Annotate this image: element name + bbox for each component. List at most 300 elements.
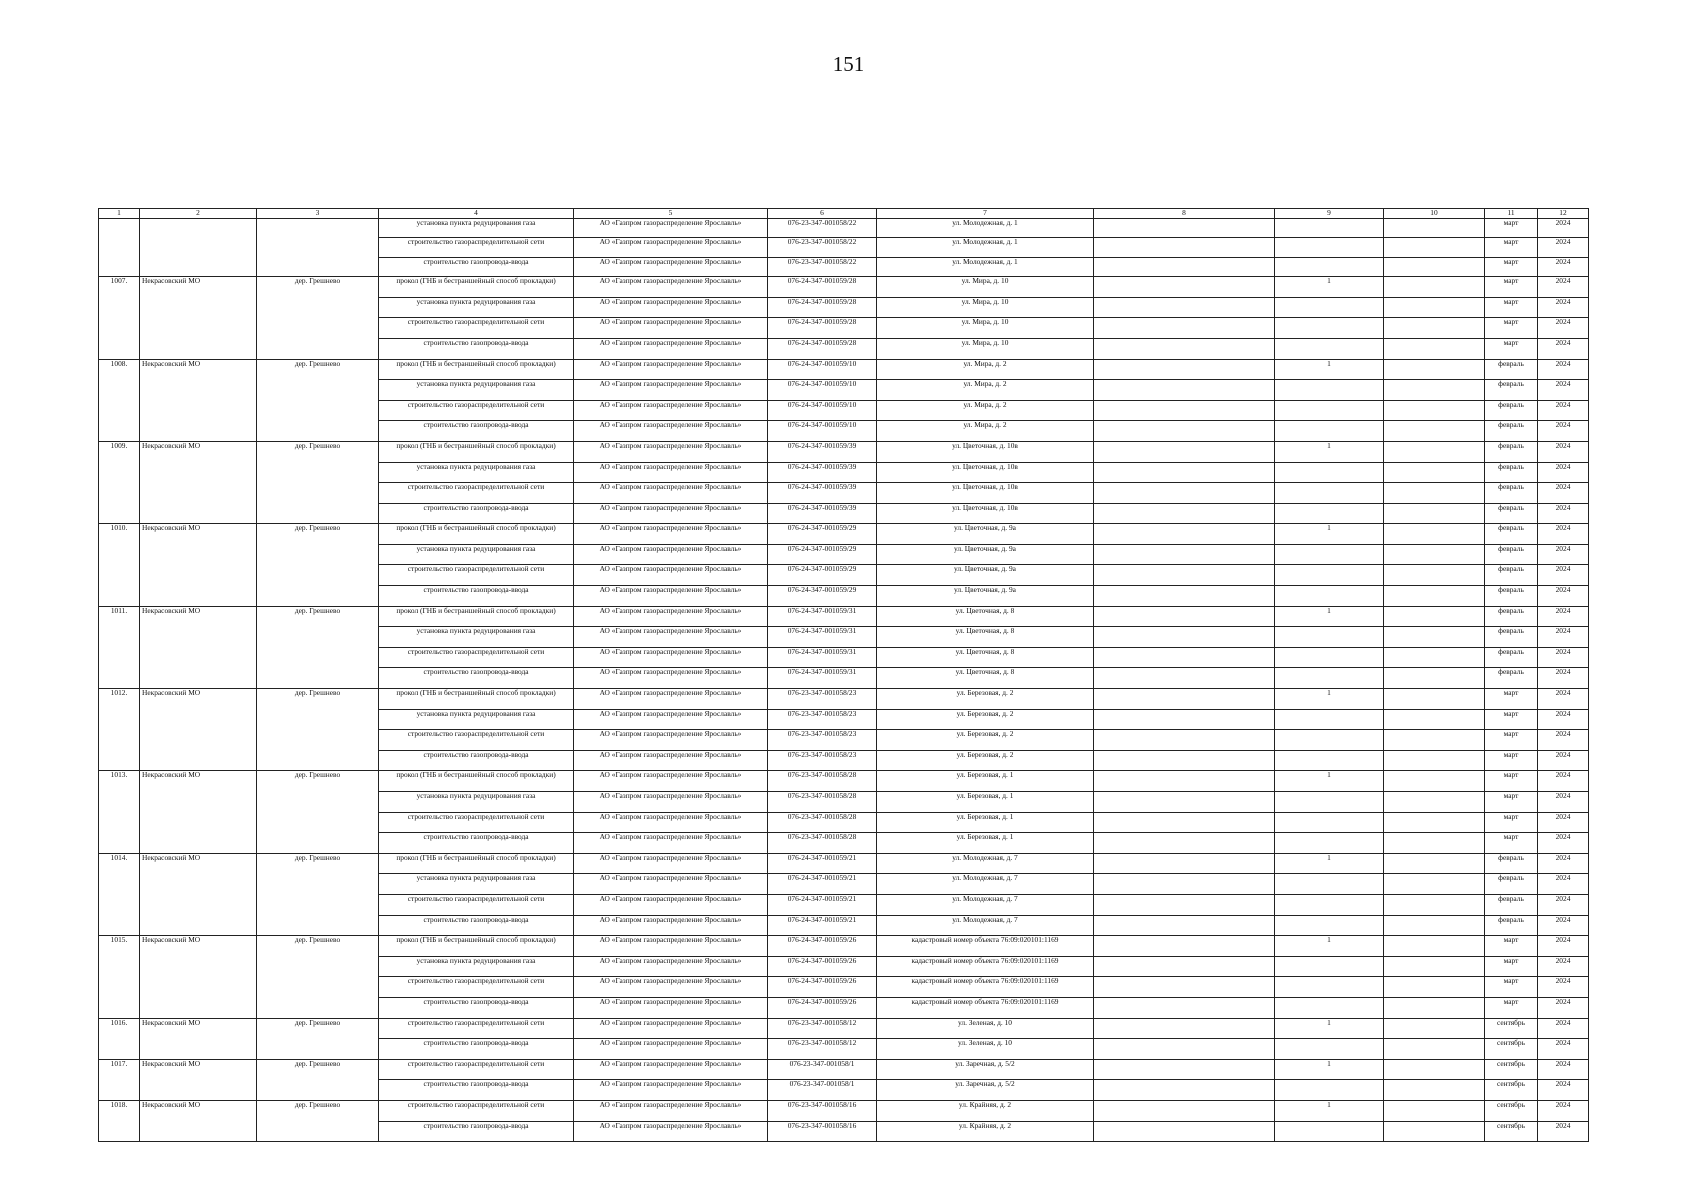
month-cell: март bbox=[1485, 956, 1538, 977]
organization-cell: АО «Газпром газораспределение Ярославль» bbox=[574, 421, 768, 442]
application-code-cell: 076-23-347-001058/12 bbox=[768, 1018, 877, 1039]
application-code-cell: 076-24-347-001059/31 bbox=[768, 606, 877, 627]
column-number-row bbox=[99, 209, 1589, 219]
empty-cell-8 bbox=[1094, 1121, 1275, 1142]
address-cell: ул. Зеленая, д. 10 bbox=[877, 1018, 1094, 1039]
organization-cell: АО «Газпром газораспределение Ярославль» bbox=[574, 257, 768, 276]
year-cell: 2024 bbox=[1538, 462, 1589, 483]
empty-cell-8 bbox=[1094, 997, 1275, 1018]
locality-cell: дер. Грешнево bbox=[257, 359, 379, 441]
empty-cell-8 bbox=[1094, 1039, 1275, 1060]
organization-cell: АО «Газпром газораспределение Ярославль» bbox=[574, 524, 768, 545]
empty-cell-8 bbox=[1094, 1018, 1275, 1039]
empty-cell-10 bbox=[1384, 380, 1485, 401]
application-code-cell: 076-24-347-001059/26 bbox=[768, 997, 877, 1018]
month-cell: февраль bbox=[1485, 894, 1538, 915]
work-type-cell: строительство газораспределительной сети bbox=[379, 977, 574, 998]
count-cell bbox=[1275, 915, 1384, 936]
row-number-cell: 1007. bbox=[99, 277, 140, 359]
count-cell bbox=[1275, 792, 1384, 813]
locality-cell: дер. Грешнево bbox=[257, 524, 379, 606]
empty-cell-10 bbox=[1384, 400, 1485, 421]
month-cell: сентябрь bbox=[1485, 1080, 1538, 1101]
municipality-cell: Некрасовский МО bbox=[140, 689, 257, 771]
locality-cell: дер. Грешнево bbox=[257, 936, 379, 1018]
empty-cell-8 bbox=[1094, 606, 1275, 627]
empty-cell-8 bbox=[1094, 956, 1275, 977]
organization-cell: АО «Газпром газораспределение Ярославль» bbox=[574, 400, 768, 421]
count-cell: 1 bbox=[1275, 1100, 1384, 1121]
month-cell: февраль bbox=[1485, 380, 1538, 401]
work-type-cell: строительство газопровода-ввода bbox=[379, 1121, 574, 1142]
row-number-cell: 1018. bbox=[99, 1100, 140, 1141]
work-type-cell: строительство газопровода-ввода bbox=[379, 586, 574, 607]
month-cell: март bbox=[1485, 771, 1538, 792]
work-type-cell: строительство газопровода-ввода bbox=[379, 338, 574, 359]
table-row bbox=[99, 853, 1589, 874]
continued-num-cell bbox=[99, 219, 140, 277]
month-cell: март bbox=[1485, 318, 1538, 339]
count-cell bbox=[1275, 338, 1384, 359]
empty-cell-8 bbox=[1094, 936, 1275, 957]
address-cell: ул. Березовая, д. 1 bbox=[877, 812, 1094, 833]
work-type-cell: строительство газопровода-ввода bbox=[379, 915, 574, 936]
address-cell: ул. Березовая, д. 1 bbox=[877, 833, 1094, 854]
locality-cell: дер. Грешнево bbox=[257, 1059, 379, 1100]
count-cell bbox=[1275, 297, 1384, 318]
organization-cell: АО «Газпром газораспределение Ярославль» bbox=[574, 936, 768, 957]
year-cell: 2024 bbox=[1538, 544, 1589, 565]
organization-cell: АО «Газпром газораспределение Ярославль» bbox=[574, 709, 768, 730]
application-code-cell: 076-23-347-001058/22 bbox=[768, 219, 877, 238]
year-cell: 2024 bbox=[1538, 894, 1589, 915]
organization-cell: АО «Газпром газораспределение Ярославль» bbox=[574, 441, 768, 462]
month-cell: март bbox=[1485, 297, 1538, 318]
empty-cell-10 bbox=[1384, 359, 1485, 380]
application-code-cell: 076-23-347-001058/28 bbox=[768, 833, 877, 854]
row-number-cell: 1008. bbox=[99, 359, 140, 441]
work-type-cell: строительство газопровода-ввода bbox=[379, 750, 574, 771]
organization-cell: АО «Газпром газораспределение Ярославль» bbox=[574, 730, 768, 751]
address-cell: ул. Цветочная, д. 8 bbox=[877, 627, 1094, 648]
address-cell: ул. Мира, д. 2 bbox=[877, 421, 1094, 442]
count-cell: 1 bbox=[1275, 771, 1384, 792]
locality-cell: дер. Грешнево bbox=[257, 1018, 379, 1059]
work-type-cell: прокол (ГНБ и бестраншейный способ прокладки) bbox=[379, 689, 574, 710]
organization-cell: АО «Газпром газораспределение Ярославль» bbox=[574, 359, 768, 380]
table-row bbox=[99, 359, 1589, 380]
year-cell: 2024 bbox=[1538, 586, 1589, 607]
work-type-cell: строительство газораспределительной сети bbox=[379, 894, 574, 915]
empty-cell-8 bbox=[1094, 833, 1275, 854]
count-cell bbox=[1275, 462, 1384, 483]
address-cell: кадастровый номер объекта 76:09:020101:1169 bbox=[877, 997, 1094, 1018]
work-type-cell: прокол (ГНБ и бестраншейный способ прокладки) bbox=[379, 936, 574, 957]
count-cell: 1 bbox=[1275, 359, 1384, 380]
count-cell bbox=[1275, 1080, 1384, 1101]
empty-cell-8 bbox=[1094, 359, 1275, 380]
work-type-cell: строительство газопровода-ввода bbox=[379, 668, 574, 689]
empty-cell-10 bbox=[1384, 606, 1485, 627]
month-cell: сентябрь bbox=[1485, 1121, 1538, 1142]
application-code-cell: 076-24-347-001059/28 bbox=[768, 338, 877, 359]
month-cell: февраль bbox=[1485, 359, 1538, 380]
count-cell bbox=[1275, 565, 1384, 586]
work-type-cell: прокол (ГНБ и бестраншейный способ прокладки) bbox=[379, 606, 574, 627]
organization-cell: АО «Газпром газораспределение Ярославль» bbox=[574, 668, 768, 689]
count-cell bbox=[1275, 647, 1384, 668]
year-cell: 2024 bbox=[1538, 1018, 1589, 1039]
work-type-cell: установка пункта редуцирования газа bbox=[379, 874, 574, 895]
organization-cell: АО «Газпром газораспределение Ярославль» bbox=[574, 565, 768, 586]
year-cell: 2024 bbox=[1538, 297, 1589, 318]
application-code-cell: 076-23-347-001058/28 bbox=[768, 771, 877, 792]
address-cell: ул. Молодежная, д. 7 bbox=[877, 915, 1094, 936]
address-cell: ул. Цветочная, д. 9а bbox=[877, 544, 1094, 565]
empty-cell-10 bbox=[1384, 565, 1485, 586]
empty-cell-8 bbox=[1094, 441, 1275, 462]
table-row bbox=[99, 606, 1589, 627]
month-cell: март bbox=[1485, 997, 1538, 1018]
count-cell bbox=[1275, 238, 1384, 257]
count-cell: 1 bbox=[1275, 853, 1384, 874]
empty-cell-10 bbox=[1384, 1039, 1485, 1060]
column-number: 12 bbox=[1538, 209, 1589, 219]
application-code-cell: 076-24-347-001059/10 bbox=[768, 400, 877, 421]
application-code-cell: 076-23-347-001058/28 bbox=[768, 792, 877, 813]
organization-cell: АО «Газпром газораспределение Ярославль» bbox=[574, 1059, 768, 1080]
locality-cell: дер. Грешнево bbox=[257, 853, 379, 935]
address-cell: ул. Молодежная, д. 7 bbox=[877, 894, 1094, 915]
address-cell: ул. Мира, д. 2 bbox=[877, 359, 1094, 380]
year-cell: 2024 bbox=[1538, 1100, 1589, 1121]
empty-cell-10 bbox=[1384, 483, 1485, 504]
empty-cell-8 bbox=[1094, 297, 1275, 318]
count-cell bbox=[1275, 544, 1384, 565]
empty-cell-10 bbox=[1384, 647, 1485, 668]
month-cell: февраль bbox=[1485, 421, 1538, 442]
organization-cell: АО «Газпром газораспределение Ярославль» bbox=[574, 606, 768, 627]
address-cell: кадастровый номер объекта 76:09:020101:1169 bbox=[877, 956, 1094, 977]
empty-cell-10 bbox=[1384, 997, 1485, 1018]
address-cell: ул. Мира, д. 10 bbox=[877, 297, 1094, 318]
count-cell bbox=[1275, 586, 1384, 607]
application-code-cell: 076-23-347-001058/22 bbox=[768, 238, 877, 257]
year-cell: 2024 bbox=[1538, 689, 1589, 710]
table-row bbox=[99, 441, 1589, 462]
year-cell: 2024 bbox=[1538, 792, 1589, 813]
count-cell bbox=[1275, 219, 1384, 238]
month-cell: март bbox=[1485, 689, 1538, 710]
locality-cell: дер. Грешнево bbox=[257, 277, 379, 359]
application-code-cell: 076-24-347-001059/21 bbox=[768, 853, 877, 874]
month-cell: сентябрь bbox=[1485, 1039, 1538, 1060]
empty-cell-8 bbox=[1094, 689, 1275, 710]
address-cell: ул. Крайняя, д. 2 bbox=[877, 1121, 1094, 1142]
address-cell: ул. Молодежная, д. 1 bbox=[877, 219, 1094, 238]
work-type-cell: установка пункта редуцирования газа bbox=[379, 380, 574, 401]
empty-cell-10 bbox=[1384, 730, 1485, 751]
month-cell: март bbox=[1485, 833, 1538, 854]
application-code-cell: 076-23-347-001058/1 bbox=[768, 1059, 877, 1080]
empty-cell-10 bbox=[1384, 524, 1485, 545]
address-cell: ул. Березовая, д. 2 bbox=[877, 730, 1094, 751]
empty-cell-8 bbox=[1094, 874, 1275, 895]
empty-cell-8 bbox=[1094, 915, 1275, 936]
column-number: 4 bbox=[379, 209, 574, 219]
application-code-cell: 076-24-347-001059/31 bbox=[768, 668, 877, 689]
municipality-cell: Некрасовский МО bbox=[140, 606, 257, 688]
column-number: 3 bbox=[257, 209, 379, 219]
empty-cell-10 bbox=[1384, 297, 1485, 318]
municipality-cell: Некрасовский МО bbox=[140, 853, 257, 935]
address-cell: ул. Цветочная, д. 9а bbox=[877, 524, 1094, 545]
year-cell: 2024 bbox=[1538, 647, 1589, 668]
year-cell: 2024 bbox=[1538, 338, 1589, 359]
address-cell: ул. Молодежная, д. 7 bbox=[877, 853, 1094, 874]
application-code-cell: 076-24-347-001059/31 bbox=[768, 647, 877, 668]
work-type-cell: прокол (ГНБ и бестраншейный способ прокладки) bbox=[379, 524, 574, 545]
month-cell: март bbox=[1485, 936, 1538, 957]
column-number: 11 bbox=[1485, 209, 1538, 219]
count-cell: 1 bbox=[1275, 936, 1384, 957]
empty-cell-8 bbox=[1094, 421, 1275, 442]
organization-cell: АО «Газпром газораспределение Ярославль» bbox=[574, 750, 768, 771]
municipality-cell: Некрасовский МО bbox=[140, 1100, 257, 1141]
month-cell: февраль bbox=[1485, 400, 1538, 421]
empty-cell-8 bbox=[1094, 318, 1275, 339]
empty-cell-8 bbox=[1094, 338, 1275, 359]
count-cell bbox=[1275, 956, 1384, 977]
empty-cell-10 bbox=[1384, 462, 1485, 483]
empty-cell-10 bbox=[1384, 338, 1485, 359]
year-cell: 2024 bbox=[1538, 606, 1589, 627]
address-cell: ул. Молодежная, д. 1 bbox=[877, 257, 1094, 276]
organization-cell: АО «Газпром газораспределение Ярославль» bbox=[574, 238, 768, 257]
application-code-cell: 076-24-347-001059/10 bbox=[768, 380, 877, 401]
organization-cell: АО «Газпром газораспределение Ярославль» bbox=[574, 771, 768, 792]
empty-cell-10 bbox=[1384, 689, 1485, 710]
work-type-cell: строительство газопровода-ввода bbox=[379, 997, 574, 1018]
month-cell: февраль bbox=[1485, 606, 1538, 627]
count-cell bbox=[1275, 668, 1384, 689]
empty-cell-8 bbox=[1094, 627, 1275, 648]
empty-cell-8 bbox=[1094, 544, 1275, 565]
address-cell: ул. Крайняя, д. 2 bbox=[877, 1100, 1094, 1121]
column-number: 2 bbox=[140, 209, 257, 219]
application-code-cell: 076-24-347-001059/28 bbox=[768, 318, 877, 339]
table-row bbox=[99, 1059, 1589, 1080]
organization-cell: АО «Газпром газораспределение Ярославль» bbox=[574, 462, 768, 483]
application-code-cell: 076-24-347-001059/39 bbox=[768, 441, 877, 462]
organization-cell: АО «Газпром газораспределение Ярославль» bbox=[574, 812, 768, 833]
application-code-cell: 076-24-347-001059/28 bbox=[768, 297, 877, 318]
count-cell bbox=[1275, 709, 1384, 730]
empty-cell-10 bbox=[1384, 915, 1485, 936]
year-cell: 2024 bbox=[1538, 874, 1589, 895]
year-cell: 2024 bbox=[1538, 565, 1589, 586]
empty-cell-10 bbox=[1384, 544, 1485, 565]
year-cell: 2024 bbox=[1538, 257, 1589, 276]
municipality-cell: Некрасовский МО bbox=[140, 524, 257, 606]
month-cell: март bbox=[1485, 277, 1538, 298]
address-cell: ул. Цветочная, д. 10в bbox=[877, 483, 1094, 504]
table-row bbox=[99, 689, 1589, 710]
organization-cell: АО «Газпром газораспределение Ярославль» bbox=[574, 627, 768, 648]
work-type-cell: строительство газораспределительной сети bbox=[379, 565, 574, 586]
month-cell: февраль bbox=[1485, 503, 1538, 524]
organization-cell: АО «Газпром газораспределение Ярославль» bbox=[574, 956, 768, 977]
application-code-cell: 076-24-347-001059/28 bbox=[768, 277, 877, 298]
address-cell: ул. Цветочная, д. 9а bbox=[877, 565, 1094, 586]
month-cell: февраль bbox=[1485, 853, 1538, 874]
work-type-cell: строительство газопровода-ввода bbox=[379, 257, 574, 276]
application-code-cell: 076-24-347-001059/21 bbox=[768, 874, 877, 895]
month-cell: март bbox=[1485, 730, 1538, 751]
organization-cell: АО «Газпром газораспределение Ярославль» bbox=[574, 219, 768, 238]
municipality-cell: Некрасовский МО bbox=[140, 771, 257, 853]
year-cell: 2024 bbox=[1538, 318, 1589, 339]
empty-cell-10 bbox=[1384, 1018, 1485, 1039]
count-cell bbox=[1275, 483, 1384, 504]
organization-cell: АО «Газпром газораспределение Ярославль» bbox=[574, 874, 768, 895]
count-cell: 1 bbox=[1275, 524, 1384, 545]
table-row bbox=[99, 524, 1589, 545]
application-code-cell: 076-24-347-001059/39 bbox=[768, 503, 877, 524]
address-cell: ул. Мира, д. 10 bbox=[877, 338, 1094, 359]
row-number-cell: 1017. bbox=[99, 1059, 140, 1100]
count-cell bbox=[1275, 750, 1384, 771]
application-code-cell: 076-24-347-001059/10 bbox=[768, 421, 877, 442]
organization-cell: АО «Газпром газораспределение Ярославль» bbox=[574, 544, 768, 565]
address-cell: ул. Мира, д. 2 bbox=[877, 400, 1094, 421]
work-type-cell: установка пункта редуцирования газа bbox=[379, 627, 574, 648]
organization-cell: АО «Газпром газораспределение Ярославль» bbox=[574, 1018, 768, 1039]
application-code-cell: 076-24-347-001059/21 bbox=[768, 894, 877, 915]
month-cell: март bbox=[1485, 219, 1538, 238]
year-cell: 2024 bbox=[1538, 421, 1589, 442]
column-number: 5 bbox=[574, 209, 768, 219]
empty-cell-8 bbox=[1094, 565, 1275, 586]
municipality-cell: Некрасовский МО bbox=[140, 936, 257, 1018]
column-number: 7 bbox=[877, 209, 1094, 219]
application-code-cell: 076-24-347-001059/26 bbox=[768, 936, 877, 957]
empty-cell-10 bbox=[1384, 771, 1485, 792]
empty-cell-10 bbox=[1384, 709, 1485, 730]
table-row bbox=[99, 277, 1589, 298]
empty-cell-8 bbox=[1094, 977, 1275, 998]
municipality-cell: Некрасовский МО bbox=[140, 441, 257, 523]
work-type-cell: строительство газораспределительной сети bbox=[379, 647, 574, 668]
application-code-cell: 076-23-347-001058/28 bbox=[768, 812, 877, 833]
row-number-cell: 1011. bbox=[99, 606, 140, 688]
month-cell: февраль bbox=[1485, 524, 1538, 545]
month-cell: февраль bbox=[1485, 668, 1538, 689]
empty-cell-8 bbox=[1094, 668, 1275, 689]
address-cell: ул. Березовая, д. 2 bbox=[877, 689, 1094, 710]
work-type-cell: установка пункта редуцирования газа bbox=[379, 709, 574, 730]
locality-cell: дер. Грешнево bbox=[257, 606, 379, 688]
application-code-cell: 076-23-347-001058/23 bbox=[768, 750, 877, 771]
row-number-cell: 1012. bbox=[99, 689, 140, 771]
work-type-cell: установка пункта редуцирования газа bbox=[379, 956, 574, 977]
count-cell bbox=[1275, 833, 1384, 854]
application-code-cell: 076-23-347-001058/23 bbox=[768, 689, 877, 710]
year-cell: 2024 bbox=[1538, 771, 1589, 792]
month-cell: март bbox=[1485, 238, 1538, 257]
application-code-cell: 076-24-347-001059/31 bbox=[768, 627, 877, 648]
organization-cell: АО «Газпром газораспределение Ярославль» bbox=[574, 647, 768, 668]
count-cell bbox=[1275, 503, 1384, 524]
year-cell: 2024 bbox=[1538, 956, 1589, 977]
work-type-cell: установка пункта редуцирования газа bbox=[379, 297, 574, 318]
application-code-cell: 076-23-347-001058/23 bbox=[768, 730, 877, 751]
address-cell: ул. Березовая, д. 1 bbox=[877, 771, 1094, 792]
year-cell: 2024 bbox=[1538, 1059, 1589, 1080]
empty-cell-10 bbox=[1384, 874, 1485, 895]
count-cell bbox=[1275, 977, 1384, 998]
application-code-cell: 076-23-347-001058/1 bbox=[768, 1080, 877, 1101]
empty-cell-10 bbox=[1384, 977, 1485, 998]
address-cell: ул. Молодежная, д. 1 bbox=[877, 238, 1094, 257]
count-cell bbox=[1275, 997, 1384, 1018]
month-cell: март bbox=[1485, 257, 1538, 276]
organization-cell: АО «Газпром газораспределение Ярославль» bbox=[574, 277, 768, 298]
address-cell: ул. Мира, д. 2 bbox=[877, 380, 1094, 401]
work-type-cell: строительство газораспределительной сети bbox=[379, 730, 574, 751]
application-code-cell: 076-23-347-001058/22 bbox=[768, 257, 877, 276]
empty-cell-8 bbox=[1094, 709, 1275, 730]
address-cell: кадастровый номер объекта 76:09:020101:1169 bbox=[877, 977, 1094, 998]
organization-cell: АО «Газпром газораспределение Ярославль» bbox=[574, 833, 768, 854]
count-cell bbox=[1275, 257, 1384, 276]
count-cell bbox=[1275, 812, 1384, 833]
organization-cell: АО «Газпром газораспределение Ярославль» bbox=[574, 483, 768, 504]
column-number: 9 bbox=[1275, 209, 1384, 219]
address-cell: ул. Заречная, д. 5/2 bbox=[877, 1080, 1094, 1101]
table-row bbox=[99, 219, 1589, 238]
year-cell: 2024 bbox=[1538, 977, 1589, 998]
month-cell: март bbox=[1485, 750, 1538, 771]
column-number: 8 bbox=[1094, 209, 1275, 219]
month-cell: март bbox=[1485, 709, 1538, 730]
table-row bbox=[99, 1100, 1589, 1121]
work-type-cell: строительство газораспределительной сети bbox=[379, 238, 574, 257]
organization-cell: АО «Газпром газораспределение Ярославль» bbox=[574, 997, 768, 1018]
organization-cell: АО «Газпром газораспределение Ярославль» bbox=[574, 1039, 768, 1060]
organization-cell: АО «Газпром газораспределение Ярославль» bbox=[574, 977, 768, 998]
empty-cell-10 bbox=[1384, 1080, 1485, 1101]
empty-cell-10 bbox=[1384, 318, 1485, 339]
month-cell: сентябрь bbox=[1485, 1059, 1538, 1080]
month-cell: февраль bbox=[1485, 462, 1538, 483]
empty-cell-10 bbox=[1384, 627, 1485, 648]
application-code-cell: 076-24-347-001059/29 bbox=[768, 565, 877, 586]
count-cell bbox=[1275, 318, 1384, 339]
table-row bbox=[99, 1018, 1589, 1039]
month-cell: февраль bbox=[1485, 483, 1538, 504]
year-cell: 2024 bbox=[1538, 380, 1589, 401]
count-cell: 1 bbox=[1275, 277, 1384, 298]
continued-locality-cell bbox=[257, 219, 379, 277]
organization-cell: АО «Газпром газораспределение Ярославль» bbox=[574, 503, 768, 524]
empty-cell-8 bbox=[1094, 380, 1275, 401]
application-code-cell: 076-24-347-001059/26 bbox=[768, 956, 877, 977]
empty-cell-10 bbox=[1384, 792, 1485, 813]
empty-cell-10 bbox=[1384, 503, 1485, 524]
organization-cell: АО «Газпром газораспределение Ярославль» bbox=[574, 915, 768, 936]
work-type-cell: установка пункта редуцирования газа bbox=[379, 462, 574, 483]
